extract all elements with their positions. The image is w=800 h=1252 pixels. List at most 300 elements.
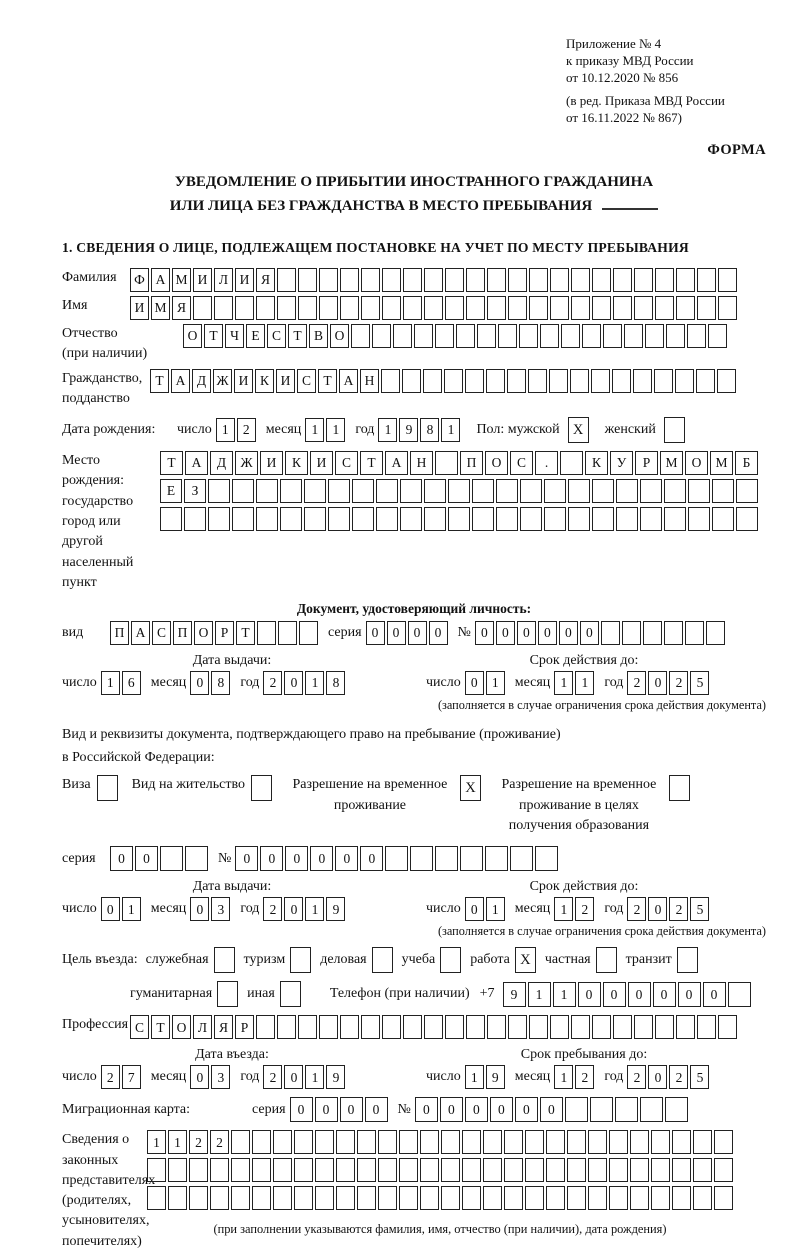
form-cell[interactable] [193,296,212,320]
form-cell[interactable]: 0 [335,846,358,871]
form-cell[interactable] [603,324,622,348]
form-cell[interactable] [487,1015,506,1039]
form-cell[interactable] [414,324,433,348]
form-cell[interactable]: Ж [235,451,258,475]
form-cell[interactable] [361,1015,380,1039]
form-cell[interactable]: Н [410,451,433,475]
form-cell[interactable]: Л [214,268,233,292]
form-cell[interactable]: У [610,451,633,475]
form-cell[interactable] [444,369,463,393]
form-cell[interactable]: 2 [627,897,646,921]
form-cell[interactable] [208,507,230,531]
form-cell[interactable] [714,1130,733,1154]
form-cell[interactable]: К [255,369,274,393]
form-cell[interactable] [232,479,254,503]
form-cell[interactable] [294,1186,313,1210]
form-cell[interactable] [546,1186,565,1210]
form-cell[interactable]: 1 [553,982,576,1007]
residence-permit-checkbox[interactable] [251,775,272,801]
form-cell[interactable] [160,846,183,871]
form-cell[interactable] [520,479,542,503]
form-cell[interactable] [550,296,569,320]
form-cell[interactable]: 0 [340,1097,363,1122]
form-cell[interactable] [571,296,590,320]
form-cell[interactable] [445,268,464,292]
form-cell[interactable] [298,268,317,292]
form-cell[interactable] [336,1186,355,1210]
form-cell[interactable] [570,369,589,393]
form-cell[interactable]: 7 [122,1065,141,1089]
form-cell[interactable]: 0 [540,1097,563,1122]
form-cell[interactable] [424,296,443,320]
form-cell[interactable]: 2 [627,671,646,695]
form-cell[interactable] [252,1158,271,1182]
form-cell[interactable] [460,846,483,871]
form-cell[interactable] [357,1158,376,1182]
form-cell[interactable] [728,982,751,1007]
form-cell[interactable]: И [234,369,253,393]
form-cell[interactable] [315,1130,334,1154]
form-cell[interactable]: 2 [189,1130,208,1154]
visa-checkbox[interactable] [97,775,118,801]
form-cell[interactable] [483,1130,502,1154]
form-cell[interactable] [319,1015,338,1039]
form-cell[interactable]: 0 [538,621,557,645]
form-cell[interactable] [645,324,664,348]
form-cell[interactable] [231,1130,250,1154]
form-cell[interactable]: 0 [515,1097,538,1122]
form-cell[interactable]: А [131,621,150,645]
form-cell[interactable] [708,324,727,348]
form-cell[interactable]: Н [360,369,379,393]
form-cell[interactable] [633,369,652,393]
form-cell[interactable]: 0 [290,1097,313,1122]
form-cell[interactable]: 0 [284,1065,303,1089]
form-cell[interactable] [319,268,338,292]
form-cell[interactable] [693,1130,712,1154]
form-cell[interactable] [567,1158,586,1182]
form-cell[interactable]: 0 [415,1097,438,1122]
form-cell[interactable]: 0 [360,846,383,871]
form-cell[interactable] [382,268,401,292]
form-cell[interactable] [640,507,662,531]
form-cell[interactable] [189,1158,208,1182]
form-cell[interactable] [315,1186,334,1210]
form-cell[interactable] [567,1186,586,1210]
form-cell[interactable] [567,1130,586,1154]
form-cell[interactable] [280,479,302,503]
form-cell[interactable] [714,1158,733,1182]
form-cell[interactable]: 0 [475,621,494,645]
form-cell[interactable] [634,268,653,292]
form-cell[interactable]: 1 [554,897,573,921]
form-cell[interactable]: 0 [284,671,303,695]
form-cell[interactable]: Т [204,324,223,348]
form-cell[interactable]: О [172,1015,191,1039]
form-cell[interactable]: 0 [315,1097,338,1122]
form-cell[interactable] [712,507,734,531]
form-cell[interactable] [519,324,538,348]
form-cell[interactable] [252,1130,271,1154]
form-cell[interactable] [504,1158,523,1182]
form-cell[interactable] [487,268,506,292]
form-cell[interactable]: 1 [528,982,551,1007]
form-cell[interactable] [441,1158,460,1182]
form-cell[interactable] [231,1158,250,1182]
form-cell[interactable]: 9 [486,1065,505,1089]
form-cell[interactable] [549,369,568,393]
form-cell[interactable]: Ж [213,369,232,393]
form-cell[interactable] [435,451,458,475]
form-cell[interactable]: А [385,451,408,475]
form-cell[interactable] [328,479,350,503]
form-cell[interactable]: О [330,324,349,348]
form-cell[interactable] [622,621,641,645]
form-cell[interactable] [544,507,566,531]
form-cell[interactable] [280,507,302,531]
sex-male-checkbox[interactable]: X [568,417,589,443]
form-cell[interactable] [592,296,611,320]
form-cell[interactable]: К [585,451,608,475]
form-cell[interactable] [435,846,458,871]
form-cell[interactable] [256,507,278,531]
title-blank-line[interactable] [602,208,658,210]
form-cell[interactable]: О [485,451,508,475]
form-cell[interactable]: И [130,296,149,320]
form-cell[interactable] [382,296,401,320]
form-cell[interactable] [448,479,470,503]
form-cell[interactable] [304,507,326,531]
form-cell[interactable]: 1 [305,418,324,442]
form-cell[interactable]: С [130,1015,149,1039]
form-cell[interactable] [525,1130,544,1154]
form-cell[interactable] [706,621,725,645]
form-cell[interactable]: Т [360,451,383,475]
form-cell[interactable] [588,1186,607,1210]
form-cell[interactable] [273,1130,292,1154]
form-cell[interactable]: 0 [235,846,258,871]
form-cell[interactable] [340,296,359,320]
form-cell[interactable] [147,1186,166,1210]
form-cell[interactable]: 0 [580,621,599,645]
form-cell[interactable]: 1 [305,671,324,695]
form-cell[interactable]: 0 [648,897,667,921]
form-cell[interactable]: 2 [237,418,256,442]
form-cell[interactable] [336,1130,355,1154]
form-cell[interactable] [351,324,370,348]
form-cell[interactable]: 0 [135,846,158,871]
form-cell[interactable] [546,1158,565,1182]
form-cell[interactable]: 2 [627,1065,646,1089]
form-cell[interactable] [423,369,442,393]
form-cell[interactable]: П [173,621,192,645]
form-cell[interactable] [352,507,374,531]
form-cell[interactable]: 2 [669,897,688,921]
form-cell[interactable] [462,1158,481,1182]
form-cell[interactable] [528,369,547,393]
form-cell[interactable]: 2 [210,1130,229,1154]
form-cell[interactable] [630,1158,649,1182]
form-cell[interactable] [688,507,710,531]
form-cell[interactable] [508,1015,527,1039]
form-cell[interactable] [693,1158,712,1182]
form-cell[interactable] [615,1097,638,1122]
form-cell[interactable]: 0 [190,1065,209,1089]
form-cell[interactable] [651,1158,670,1182]
form-cell[interactable]: Е [160,479,182,503]
form-cell[interactable]: 0 [285,846,308,871]
form-cell[interactable] [561,324,580,348]
form-cell[interactable]: 1 [326,418,345,442]
form-cell[interactable] [214,296,233,320]
form-cell[interactable] [612,369,631,393]
form-cell[interactable] [385,846,408,871]
form-cell[interactable] [664,621,683,645]
form-cell[interactable]: М [172,268,191,292]
form-cell[interactable]: 0 [190,897,209,921]
form-cell[interactable] [319,296,338,320]
form-cell[interactable] [189,1186,208,1210]
sex-female-checkbox[interactable] [664,417,685,443]
form-cell[interactable] [676,268,695,292]
form-cell[interactable]: 2 [575,897,594,921]
form-cell[interactable]: 1 [575,671,594,695]
form-cell[interactable]: Л [193,1015,212,1039]
form-cell[interactable] [609,1130,628,1154]
form-cell[interactable] [400,479,422,503]
form-cell[interactable]: 2 [101,1065,120,1089]
form-cell[interactable]: Т [318,369,337,393]
form-cell[interactable] [571,1015,590,1039]
form-cell[interactable]: И [193,268,212,292]
form-cell[interactable] [498,324,517,348]
form-cell[interactable]: 1 [486,897,505,921]
form-cell[interactable] [336,1158,355,1182]
form-cell[interactable]: Т [151,1015,170,1039]
form-cell[interactable]: 0 [190,671,209,695]
form-cell[interactable]: К [285,451,308,475]
form-cell[interactable]: Е [246,324,265,348]
form-cell[interactable] [448,507,470,531]
form-cell[interactable] [688,479,710,503]
form-cell[interactable] [504,1186,523,1210]
form-cell[interactable]: 1 [122,897,141,921]
form-cell[interactable] [399,1186,418,1210]
form-cell[interactable] [560,451,583,475]
form-cell[interactable]: 1 [465,1065,484,1089]
form-cell[interactable] [565,1097,588,1122]
form-cell[interactable]: А [151,268,170,292]
form-cell[interactable]: Ф [130,268,149,292]
form-cell[interactable] [277,1015,296,1039]
form-cell[interactable]: И [310,451,333,475]
form-cell[interactable]: 1 [147,1130,166,1154]
form-cell[interactable] [378,1158,397,1182]
temp-residence-checkbox[interactable]: X [460,775,481,801]
form-cell[interactable]: 0 [559,621,578,645]
form-cell[interactable] [232,507,254,531]
form-cell[interactable]: С [297,369,316,393]
form-cell[interactable] [630,1130,649,1154]
form-cell[interactable] [496,507,518,531]
form-cell[interactable] [352,479,374,503]
purpose-business-checkbox[interactable] [372,947,393,973]
form-cell[interactable] [298,1015,317,1039]
form-cell[interactable] [592,507,614,531]
form-cell[interactable]: В [309,324,328,348]
form-cell[interactable]: Я [214,1015,233,1039]
form-cell[interactable] [696,369,715,393]
form-cell[interactable] [424,507,446,531]
form-cell[interactable]: С [152,621,171,645]
form-cell[interactable] [507,369,526,393]
form-cell[interactable] [643,621,662,645]
form-cell[interactable]: О [183,324,202,348]
form-cell[interactable] [655,296,674,320]
form-cell[interactable] [550,268,569,292]
form-cell[interactable] [465,369,484,393]
form-cell[interactable] [718,296,737,320]
form-cell[interactable]: . [535,451,558,475]
form-cell[interactable]: 0 [703,982,726,1007]
form-cell[interactable] [456,324,475,348]
form-cell[interactable] [298,296,317,320]
form-cell[interactable] [592,1015,611,1039]
form-cell[interactable]: 0 [628,982,651,1007]
form-cell[interactable]: 2 [263,897,282,921]
purpose-private-checkbox[interactable] [596,947,617,973]
form-cell[interactable]: П [110,621,129,645]
form-cell[interactable]: 0 [578,982,601,1007]
form-cell[interactable] [462,1186,481,1210]
form-cell[interactable] [231,1186,250,1210]
form-cell[interactable] [277,296,296,320]
form-cell[interactable]: Р [235,1015,254,1039]
form-cell[interactable] [160,507,182,531]
form-cell[interactable] [588,1130,607,1154]
form-cell[interactable] [378,1130,397,1154]
form-cell[interactable] [235,296,254,320]
form-cell[interactable]: 0 [387,621,406,645]
purpose-transit-checkbox[interactable] [677,947,698,973]
form-cell[interactable] [568,507,590,531]
form-cell[interactable]: 1 [168,1130,187,1154]
form-cell[interactable] [361,296,380,320]
form-cell[interactable]: 9 [503,982,526,1007]
form-cell[interactable] [403,296,422,320]
form-cell[interactable] [718,268,737,292]
form-cell[interactable] [435,324,454,348]
form-cell[interactable] [294,1130,313,1154]
temp-residence-education-checkbox[interactable] [669,775,690,801]
form-cell[interactable] [508,296,527,320]
form-cell[interactable] [483,1186,502,1210]
purpose-tourism-checkbox[interactable] [290,947,311,973]
form-cell[interactable] [634,296,653,320]
form-cell[interactable] [550,1015,569,1039]
form-cell[interactable] [676,1015,695,1039]
form-cell[interactable]: 0 [465,671,484,695]
form-cell[interactable]: 2 [263,671,282,695]
form-cell[interactable]: З [184,479,206,503]
form-cell[interactable] [441,1186,460,1210]
form-cell[interactable]: 0 [429,621,448,645]
form-cell[interactable] [340,268,359,292]
form-cell[interactable] [697,296,716,320]
form-cell[interactable]: 1 [305,897,324,921]
form-cell[interactable] [340,1015,359,1039]
form-cell[interactable]: 1 [305,1065,324,1089]
form-cell[interactable] [403,1015,422,1039]
form-cell[interactable] [210,1186,229,1210]
form-cell[interactable] [472,479,494,503]
form-cell[interactable]: Д [192,369,211,393]
form-cell[interactable]: 9 [326,897,345,921]
form-cell[interactable] [712,479,734,503]
form-cell[interactable]: П [460,451,483,475]
form-cell[interactable]: 0 [465,1097,488,1122]
form-cell[interactable] [466,296,485,320]
form-cell[interactable]: С [335,451,358,475]
form-cell[interactable] [420,1158,439,1182]
form-cell[interactable] [675,369,694,393]
form-cell[interactable]: Б [735,451,758,475]
form-cell[interactable] [655,1015,674,1039]
form-cell[interactable]: 0 [465,897,484,921]
form-cell[interactable] [256,296,275,320]
form-cell[interactable]: Ч [225,324,244,348]
form-cell[interactable]: 6 [122,671,141,695]
form-cell[interactable] [510,846,533,871]
form-cell[interactable] [568,479,590,503]
form-cell[interactable] [630,1186,649,1210]
form-cell[interactable]: Р [215,621,234,645]
form-cell[interactable] [299,621,318,645]
form-cell[interactable]: 3 [211,1065,230,1089]
form-cell[interactable] [304,479,326,503]
form-cell[interactable] [651,1130,670,1154]
form-cell[interactable] [477,324,496,348]
form-cell[interactable]: Я [256,268,275,292]
form-cell[interactable] [616,507,638,531]
form-cell[interactable] [665,1097,688,1122]
purpose-work-checkbox[interactable]: X [515,947,536,973]
form-cell[interactable] [252,1186,271,1210]
form-cell[interactable]: 0 [517,621,536,645]
form-cell[interactable] [420,1186,439,1210]
form-cell[interactable] [399,1130,418,1154]
form-cell[interactable] [441,1130,460,1154]
form-cell[interactable]: О [194,621,213,645]
form-cell[interactable] [571,268,590,292]
form-cell[interactable] [613,296,632,320]
form-cell[interactable] [697,268,716,292]
form-cell[interactable]: Д [210,451,233,475]
form-cell[interactable] [672,1186,691,1210]
form-cell[interactable]: Я [172,296,191,320]
form-cell[interactable]: 1 [216,418,235,442]
form-cell[interactable] [718,1015,737,1039]
form-cell[interactable] [393,324,412,348]
form-cell[interactable]: 5 [690,671,709,695]
form-cell[interactable] [640,1097,663,1122]
form-cell[interactable] [693,1186,712,1210]
form-cell[interactable] [185,846,208,871]
form-cell[interactable]: 5 [690,897,709,921]
form-cell[interactable] [357,1186,376,1210]
form-cell[interactable] [381,369,400,393]
form-cell[interactable] [486,369,505,393]
